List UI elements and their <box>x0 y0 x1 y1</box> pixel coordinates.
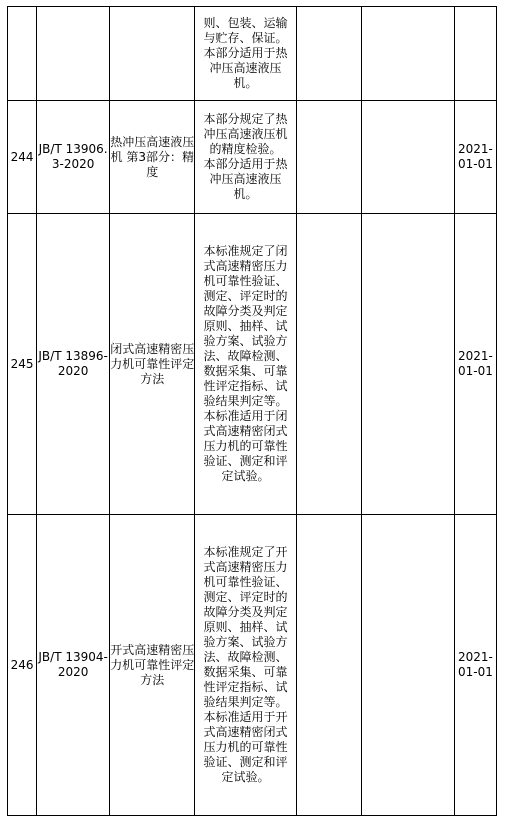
implementation-date-cell: 2021-01-01 <box>454 214 496 515</box>
description-line: 定试验。 <box>221 469 270 483</box>
description-line: 故障分类及判定 <box>203 304 288 318</box>
adopted-standard-cell <box>361 7 454 101</box>
row-number-cell: 244 <box>8 101 37 214</box>
standard-code-cell: JB/T 13906.3-2020 <box>37 101 110 214</box>
adopted-standard-cell <box>361 214 454 515</box>
description-line: 验证、测定和评 <box>203 755 288 769</box>
table-row <box>8 515 497 816</box>
adopted-standard-cell <box>361 515 454 816</box>
standard-name-cell <box>110 7 195 101</box>
description-line: 性评定指标、试 <box>203 379 288 393</box>
standard-code-cell: JB/T 13896-2020 <box>37 214 110 515</box>
description-line: 本部分适用于热 <box>203 157 288 171</box>
standard-code-cell: JB/T 13904-2020 <box>37 515 110 816</box>
standard-description-cell <box>195 515 296 816</box>
description-line: 性评定指标、试 <box>203 680 288 694</box>
description-line: 测定、评定时的 <box>203 590 288 604</box>
standard-name-cell: 开式高速精密压力机可靠性评定方法 <box>110 515 195 816</box>
description-line: 验结果判定等。 <box>203 394 288 408</box>
replaced-standard-cell <box>296 7 361 101</box>
description-line: 法、故障检测、 <box>203 650 288 664</box>
description-line: 本部分适用于热 <box>203 46 288 60</box>
description-line: 压力机的可靠性 <box>203 740 288 754</box>
implementation-date-cell <box>454 7 496 101</box>
standard-name-cell: 热冲压高速液压机 第3部分：精度 <box>110 101 195 214</box>
description-line: 验结果判定等。 <box>203 695 288 709</box>
standard-name-cell: 闭式高速精密压力机可靠性评定方法 <box>110 214 195 515</box>
implementation-date-cell: 2021-01-01 <box>454 515 496 816</box>
standard-description-cell <box>195 7 296 101</box>
row-number-cell: 246 <box>8 515 37 816</box>
description-line: 法、故障检测、 <box>203 349 288 363</box>
description-line: 测定、评定时的 <box>203 289 288 303</box>
description-line: 与贮存、保证。 <box>203 31 288 45</box>
description-line: 数据采集、可靠 <box>203 665 288 679</box>
adopted-standard-cell <box>361 101 454 214</box>
replaced-standard-cell <box>296 214 361 515</box>
description-line: 本标准规定了开 <box>203 545 288 559</box>
description-line: 机。 <box>233 76 258 90</box>
description-line: 故障分类及判定 <box>203 605 288 619</box>
description-line: 本标准适用于闭 <box>203 409 288 423</box>
description-line: 冲压高速液压 <box>209 61 282 75</box>
row-number-cell: 245 <box>8 214 37 515</box>
description-line: 式高速精密压力 <box>203 560 288 574</box>
description-line: 数据采集、可靠 <box>203 364 288 378</box>
description-line: 式高速精密闭式 <box>203 424 288 438</box>
implementation-date-cell: 2021-01-01 <box>454 101 496 214</box>
description-line: 验方案、试验方 <box>203 635 288 649</box>
description-line: 冲压高速液压机 <box>203 127 288 141</box>
description-line: 机可靠性验证、 <box>203 575 288 589</box>
description-line: 机。 <box>233 187 258 201</box>
table-row <box>8 214 497 515</box>
description-line: 的精度检验。 <box>209 142 282 156</box>
standard-description-cell <box>195 101 296 214</box>
row-number-cell <box>8 7 37 101</box>
standard-code-cell <box>37 7 110 101</box>
replaced-standard-cell <box>296 101 361 214</box>
description-line: 验证、测定和评 <box>203 454 288 468</box>
description-line: 定试验。 <box>221 770 270 784</box>
description-line: 原则、抽样、试 <box>203 620 288 634</box>
description-line: 本标准适用于开 <box>203 710 288 724</box>
table-row <box>8 101 497 214</box>
description-line: 机可靠性验证、 <box>203 274 288 288</box>
standards-table <box>7 6 497 816</box>
table-row <box>8 7 497 101</box>
description-line: 本标准规定了闭 <box>203 244 288 258</box>
description-line: 则、包装、运输 <box>203 16 288 30</box>
description-line: 验方案、试验方 <box>203 334 288 348</box>
description-line: 本部分规定了热 <box>203 112 288 126</box>
replaced-standard-cell <box>296 515 361 816</box>
description-line: 压力机的可靠性 <box>203 439 288 453</box>
description-line: 原则、抽样、试 <box>203 319 288 333</box>
standard-description-cell <box>195 214 296 515</box>
description-line: 式高速精密压力 <box>203 259 288 273</box>
description-line: 式高速精密闭式 <box>203 725 288 739</box>
description-line: 冲压高速液压 <box>209 172 282 186</box>
